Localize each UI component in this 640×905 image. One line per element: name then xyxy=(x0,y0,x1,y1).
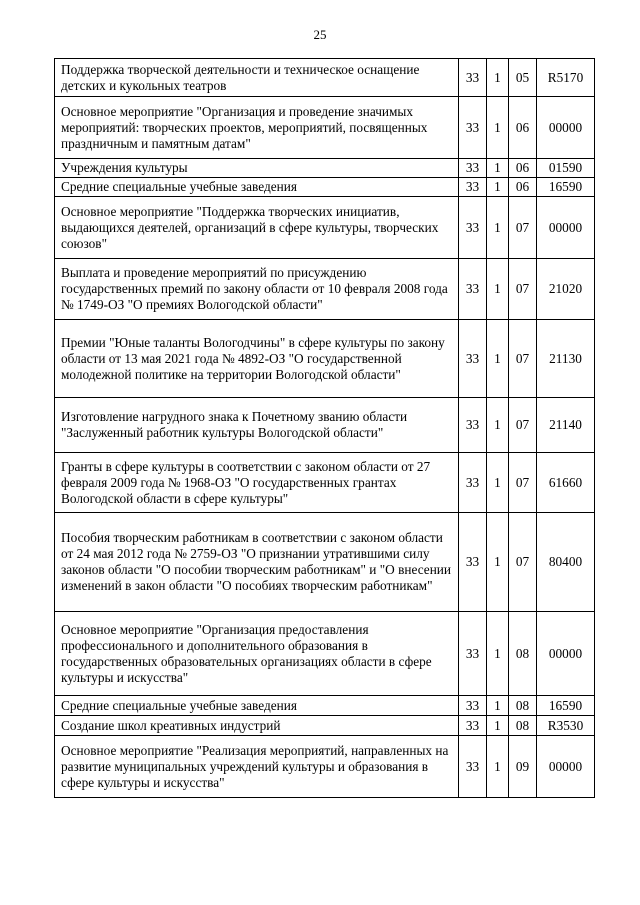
table-row xyxy=(55,612,595,696)
direction-code: R5170 xyxy=(537,59,595,97)
program-code: 33 xyxy=(459,398,487,453)
table-row xyxy=(55,97,595,159)
row-description: Средние специальные учебные заведения xyxy=(55,178,459,197)
direction-code: 16590 xyxy=(537,696,595,716)
activity-code: 07 xyxy=(509,453,537,513)
table-row xyxy=(55,453,595,513)
program-code: 33 xyxy=(459,612,487,696)
subprogram-code: 1 xyxy=(487,59,509,97)
subprogram-code: 1 xyxy=(487,178,509,197)
subprogram-code: 1 xyxy=(487,320,509,398)
row-description: Выплата и проведение мероприятий по присуждению государственных премий по закону области от 10 февраля 2008 года № 1749-ОЗ "О премиях Вологодской области" xyxy=(55,259,459,320)
table-body xyxy=(55,59,595,798)
row-description: Основное мероприятие "Организация предоставления профессионального и дополнительного образования в государственных образовательных организациях области в сфере культуры и искусства" xyxy=(55,612,459,696)
row-description: Основное мероприятие "Реализация мероприятий, направленных на развитие муниципальных учреждений культуры и образования в сфере культуры и искусства" xyxy=(55,736,459,798)
activity-code: 07 xyxy=(509,259,537,320)
direction-code: 21020 xyxy=(537,259,595,320)
row-description: Изготовление нагрудного знака к Почетному званию области "Заслуженный работник культуры Вологодской области" xyxy=(55,398,459,453)
row-description: Средние специальные учебные заведения xyxy=(55,696,459,716)
subprogram-code: 1 xyxy=(487,716,509,736)
direction-code: 00000 xyxy=(537,97,595,159)
budget-classification-table xyxy=(54,58,595,798)
row-description: Основное мероприятие "Поддержка творческих инициатив, выдающихся деятелей, организаций в сфере культуры, творческих союзов" xyxy=(55,197,459,259)
subprogram-code: 1 xyxy=(487,159,509,178)
direction-code: 00000 xyxy=(537,612,595,696)
direction-code: 01590 xyxy=(537,159,595,178)
activity-code: 07 xyxy=(509,320,537,398)
table-row xyxy=(55,320,595,398)
activity-code: 05 xyxy=(509,59,537,97)
table-row xyxy=(55,736,595,798)
program-code: 33 xyxy=(459,97,487,159)
direction-code: 00000 xyxy=(537,736,595,798)
activity-code: 08 xyxy=(509,696,537,716)
subprogram-code: 1 xyxy=(487,612,509,696)
row-description: Основное мероприятие "Организация и проведение значимых мероприятий: творческих проектов, мероприятий, посвященных праздничным и памятным датам" xyxy=(55,97,459,159)
row-description: Премии "Юные таланты Вологодчины" в сфере культуры по закону области от 13 мая 2021 года № 4892-ОЗ "О государственной молодежной политике на территории Вологодской области" xyxy=(55,320,459,398)
activity-code: 09 xyxy=(509,736,537,798)
subprogram-code: 1 xyxy=(487,398,509,453)
activity-code: 07 xyxy=(509,197,537,259)
table-row xyxy=(55,178,595,197)
subprogram-code: 1 xyxy=(487,453,509,513)
program-code: 33 xyxy=(459,696,487,716)
direction-code: 21140 xyxy=(537,398,595,453)
subprogram-code: 1 xyxy=(487,696,509,716)
table-row xyxy=(55,696,595,716)
table-row xyxy=(55,59,595,97)
table-row xyxy=(55,159,595,178)
row-description: Создание школ креативных индустрий xyxy=(55,716,459,736)
direction-code: 21130 xyxy=(537,320,595,398)
row-description: Поддержка творческой деятельности и техническое оснащение детских и кукольных театров xyxy=(55,59,459,97)
activity-code: 06 xyxy=(509,159,537,178)
row-description: Учреждения культуры xyxy=(55,159,459,178)
subprogram-code: 1 xyxy=(487,97,509,159)
activity-code: 07 xyxy=(509,398,537,453)
direction-code: R3530 xyxy=(537,716,595,736)
subprogram-code: 1 xyxy=(487,513,509,612)
activity-code: 07 xyxy=(509,513,537,612)
activity-code: 06 xyxy=(509,97,537,159)
direction-code: 80400 xyxy=(537,513,595,612)
program-code: 33 xyxy=(459,159,487,178)
program-code: 33 xyxy=(459,178,487,197)
row-description: Гранты в сфере культуры в соответствии с законом области от 27 февраля 2009 года № 1968-ОЗ "О государственных грантах Вологодской области в сфере культуры" xyxy=(55,453,459,513)
table-row xyxy=(55,197,595,259)
activity-code: 08 xyxy=(509,612,537,696)
program-code: 33 xyxy=(459,259,487,320)
program-code: 33 xyxy=(459,736,487,798)
direction-code: 61660 xyxy=(537,453,595,513)
subprogram-code: 1 xyxy=(487,197,509,259)
program-code: 33 xyxy=(459,320,487,398)
table-row xyxy=(55,259,595,320)
table-row xyxy=(55,398,595,453)
program-code: 33 xyxy=(459,59,487,97)
program-code: 33 xyxy=(459,197,487,259)
program-code: 33 xyxy=(459,513,487,612)
subprogram-code: 1 xyxy=(487,736,509,798)
row-description: Пособия творческим работникам в соответствии с законом области от 24 мая 2012 года № 2759-ОЗ "О признании утратившими силу законов области "О пособии творческим работникам" и "О внесении изменений в закон области "О пособиях творческим работникам" xyxy=(55,513,459,612)
direction-code: 00000 xyxy=(537,197,595,259)
page-number: 25 xyxy=(313,27,327,42)
activity-code: 06 xyxy=(509,178,537,197)
table-row xyxy=(55,716,595,736)
program-code: 33 xyxy=(459,453,487,513)
activity-code: 08 xyxy=(509,716,537,736)
direction-code: 16590 xyxy=(537,178,595,197)
program-code: 33 xyxy=(459,716,487,736)
table-row xyxy=(55,513,595,612)
subprogram-code: 1 xyxy=(487,259,509,320)
